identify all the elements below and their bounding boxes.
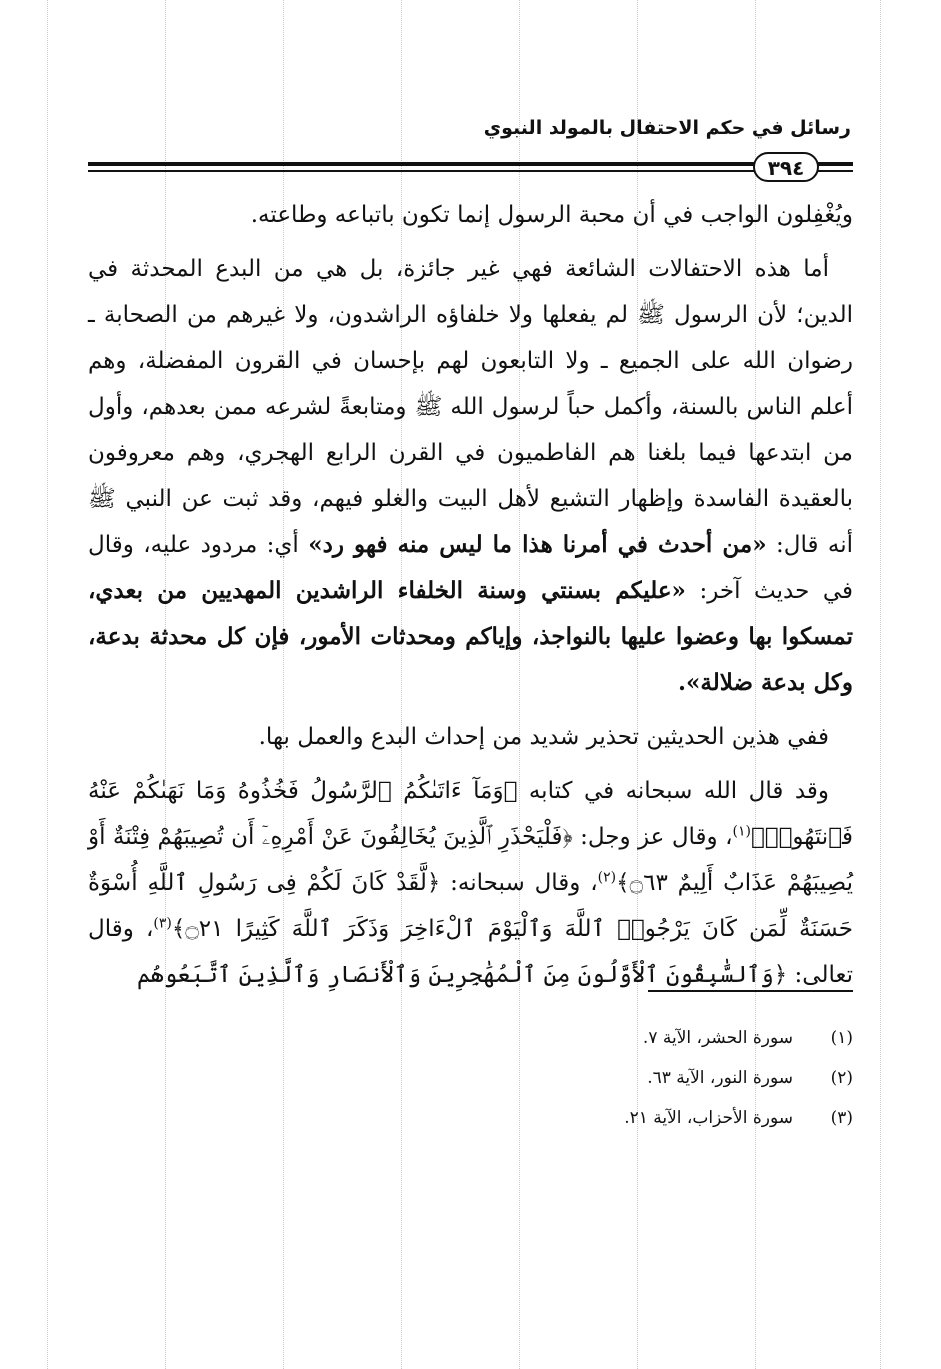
- hadith-quote: «عليكم بسنتي وسنة الخلفاء الراشدين المهديين من بعدي، تمسكوا بها وعضوا عليها بالنواجذ، وإياكم ومحدثات الأمور، فإن كل محدثة بدعة، وكل بدعة ضلالة».: [88, 577, 853, 696]
- footnote-ref: (٣): [153, 915, 172, 932]
- footnote-item: [88, 1018, 853, 1058]
- page-number-badge: ٣٩٤: [753, 152, 819, 182]
- paragraph-text: ، وقال تعالى:: [88, 916, 853, 988]
- footnote-number: (٢): [830, 1068, 853, 1088]
- quran-verse: ﴿وَمَآ ءَاتَىٰكُمُ ٱلرَّسُولُ فَخُذُوهُ وَمَا نَهَىٰكُمْ عَنْهُ فَٱنتَهُوا۟﴾: [88, 778, 853, 850]
- footnote-number: (١): [830, 1028, 853, 1048]
- paragraph-text: وقد قال الله سبحانه في كتابه: [517, 778, 829, 804]
- paragraph-text: أما هذه الاحتفالات الشائعة فهي غير جائزة، بل هي من البدع المحدثة في الدين؛ لأن الرسول ﷺ لم يفعلها ولا خلفاؤه الراشدون، ولا غيرهم من الصحابة ـ رضوان الله على الجميع ـ ولا التابعون لهم بإحسان في القرون المفضلة، وهم أعلم الناس بالسنة، وأكمل حباً لرسول الله ﷺ ومتابعةً لشرعه ممن بعدهم، وأول من ابتدعها فيما بلغنا هم الفاطميون في القرن الرابع الهجري، وهم معروفون بالعقيدة الفاسدة وإظهار التشيع لأهل البيت والغلو فيهم، وقد ثبت عن النبي ﷺ أنه قال:: [88, 256, 853, 558]
- quran-verse: ﴿لَّقَدْ كَانَ لَكُمْ فِى رَسُولِ ٱللَّهِ أُسْوَةٌ حَسَنَةٌ لِّمَن كَانَ يَرْجُوا۟ ٱللَّهَ وَٱلْيَوْمَ ٱلْءَاخِرَ وَذَكَرَ ٱللَّهَ كَثِيرًا ۝٢١﴾: [88, 870, 853, 942]
- main-text: [88, 192, 853, 998]
- footnote-ref: (٢): [597, 869, 617, 886]
- paragraph-text: ويُغْفِلون الواجب في أن محبة الرسول إنما تكون باتباعه وطاعته.: [250, 202, 853, 228]
- scan-gridline: [47, 0, 48, 1369]
- footnote-item: [88, 1058, 853, 1098]
- footnote-text: سورة الحشر، الآية ٧.: [642, 1028, 793, 1048]
- paragraph-text: ، وقال سبحانه:: [440, 870, 598, 896]
- book-page: [88, 110, 854, 1128]
- paragraph: [88, 768, 853, 998]
- footnotes: [88, 1018, 853, 1138]
- quran-verse: ﴿وَٱلسَّٰبِقُونَ ٱلْأَوَّلُونَ مِنَ ٱلْمُهَٰجِرِينَ وَٱلْأَنصَارِ وَٱلَّذِينَ ٱتَّبَعُوهُم: [136, 962, 788, 988]
- paragraph: [88, 192, 853, 238]
- scan-gridline: [880, 0, 881, 1369]
- header-rule: [88, 146, 853, 192]
- double-rule: [88, 162, 853, 172]
- paragraph: [88, 246, 853, 706]
- running-title: رسائل في حكم الاحتفال بالمولد النبوي: [483, 117, 851, 139]
- footnote-item: [88, 1098, 853, 1138]
- paragraph-text: أي: مردود عليه، وقال في حديث آخر:: [88, 532, 854, 604]
- footnote-text: سورة الأحزاب، الآية ٢١.: [624, 1108, 793, 1128]
- footnote-separator: [648, 990, 853, 992]
- footnote-ref: (١): [732, 823, 751, 840]
- hadith-quote: «من أحدث في أمرنا هذا ما ليس منه فهو رد»: [308, 531, 767, 558]
- footnote-number: (٣): [830, 1108, 853, 1128]
- quran-verse: ﴿فَلْيَحْذَرِ ٱلَّذِينَ يُخَالِفُونَ عَنْ أَمْرِهِۦٓ أَن تُصِيبَهُمْ فِتْنَةٌ أَوْ يُصِيبَهُمْ عَذَابٌ أَلِيمٌ ۝٦٣﴾: [88, 824, 853, 896]
- paragraph-text: ، وقال عز وجل:: [572, 824, 733, 850]
- paragraph-text: ففي هذين الحديثين تحذير شديد من إحداث البدع والعمل بها.: [258, 724, 829, 750]
- footnote-text: سورة النور، الآية ٦٣.: [647, 1068, 793, 1088]
- paragraph: [88, 714, 853, 760]
